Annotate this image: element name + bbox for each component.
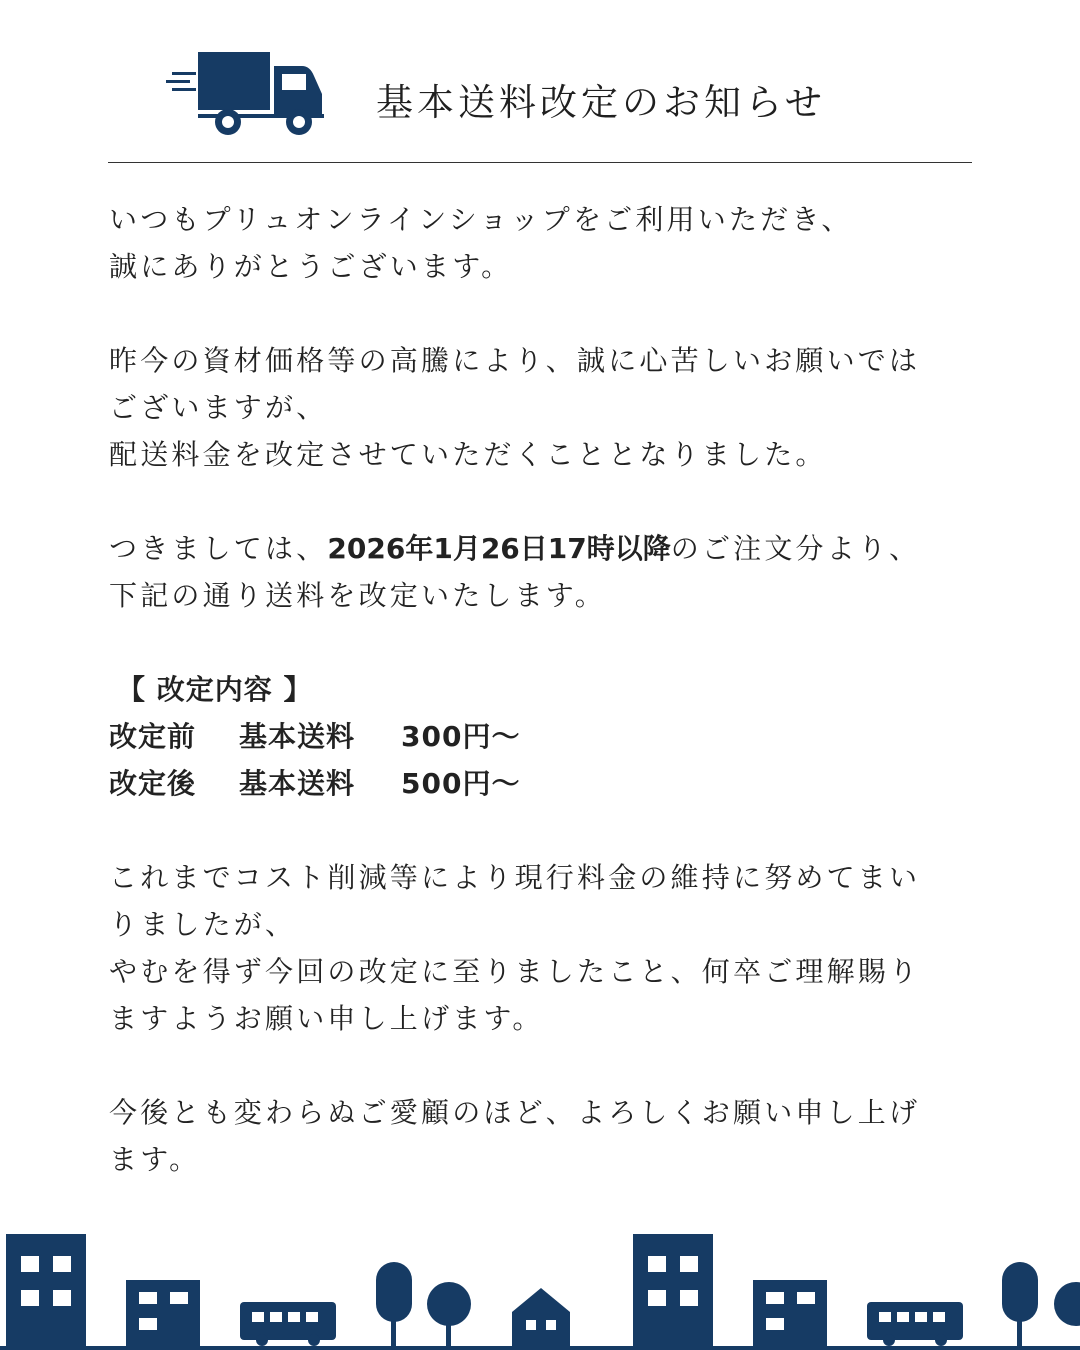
intro-line-2: 誠にありがとうございます。 [109,250,513,283]
apology-line-4: ますようお願い申し上げます。 [109,1002,544,1035]
revision-item: 基本送料 [239,720,356,753]
revision-label: 改定後 [109,767,197,800]
apology-line-3: やむを得ず今回の改定に至りましたこと、何卒ご理解賜り [109,955,921,988]
revision-row-after [109,760,969,807]
page-title: 基本送料改定のお知らせ [376,81,826,124]
delivery-truck-icon [162,48,327,138]
effective-prefix: つきましては、 [109,532,328,565]
revision-label: 改定前 [109,720,197,753]
revision-price: 300円〜 [401,720,521,753]
effective-date: 2026年1月26日17時以降 [327,532,671,565]
closing-line-2: ます。 [109,1143,201,1176]
closing-line-1: 今後とも変わらぬご愛顧のほど、よろしくお願い申し上げ [109,1096,921,1129]
reason-line-3: 配送料金を改定させていただくこととなりました。 [109,438,827,471]
revision-item: 基本送料 [239,767,356,800]
apology-line-1: これまでコスト削減等により現行料金の維持に努めてまい [109,861,921,894]
header [0,0,1080,165]
effective-line-2: 下記の通り送料を改定いたします。 [109,579,606,612]
intro-line-1: いつもプリュオンラインショップをご利用いただき、 [109,203,853,236]
apology-line-2: りましたが、 [109,908,297,941]
divider [108,162,972,163]
reason-line-2: ございますが、 [109,391,328,424]
notice-body [109,196,969,1183]
revision-row-before [109,713,969,760]
reason-line-1: 昨今の資材価格等の高騰により、誠に心苦しいお願いでは [109,344,921,377]
effective-line-1 [109,525,969,572]
effective-suffix: のご注文分より、 [670,532,921,565]
revision-heading: 【 改定内容 】 [117,673,313,706]
town-skyline-illustration [0,1228,1080,1350]
revision-price: 500円〜 [401,767,521,800]
